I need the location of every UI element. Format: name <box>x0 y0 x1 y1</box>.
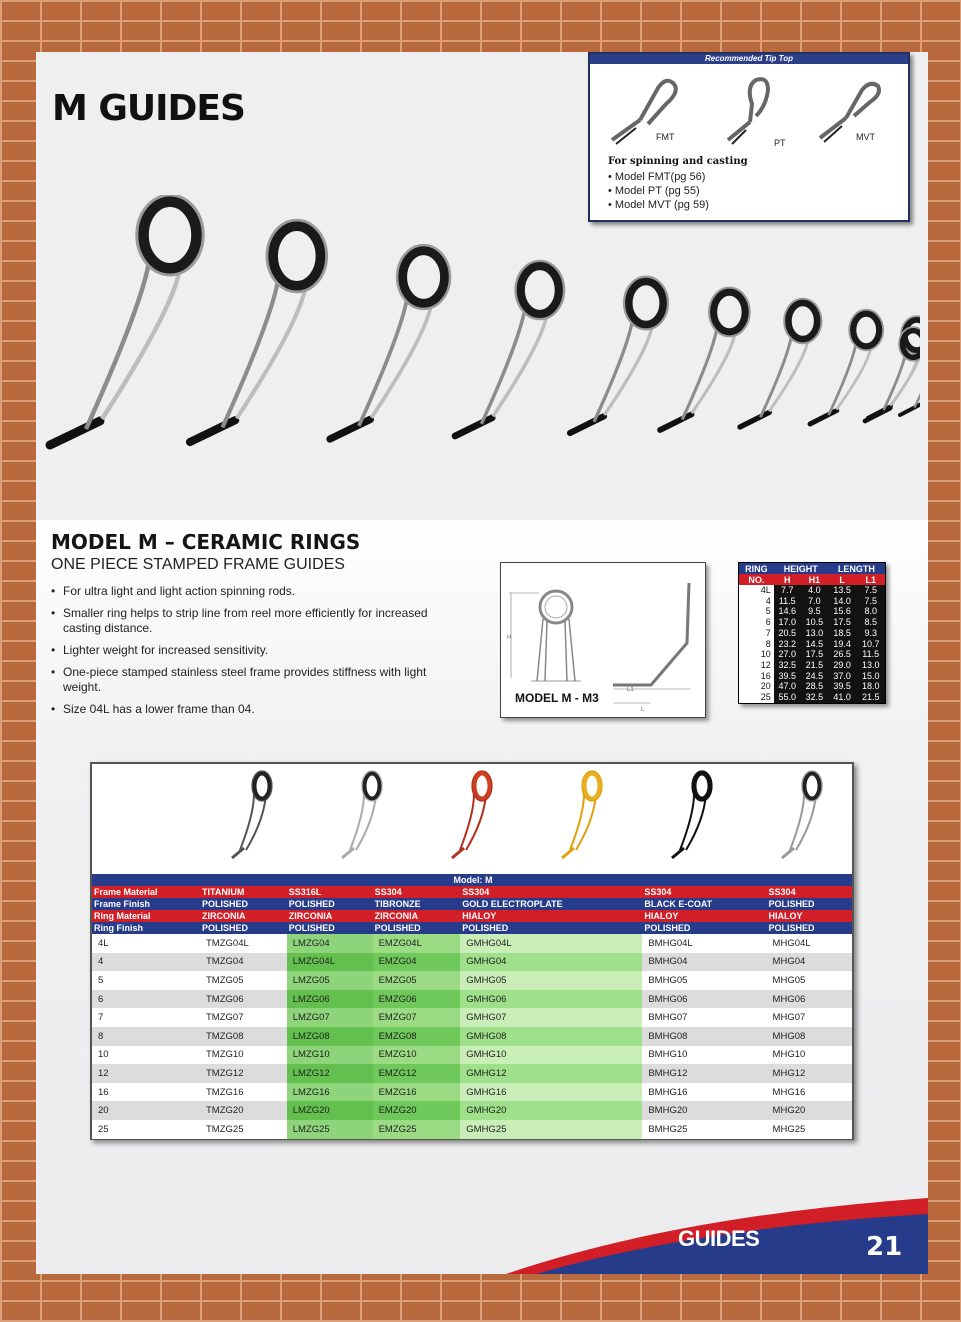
size-cell: 20 <box>92 1101 200 1120</box>
attribute-row <box>92 922 852 934</box>
part-number-cell: MHG16 <box>767 1083 852 1102</box>
section-subtitle: ONE PIECE STAMPED FRAME GUIDES <box>51 556 345 573</box>
dim-sub-h: H <box>774 574 801 585</box>
tip-top-item: • Model PT (pg 55) <box>608 185 700 197</box>
part-number-cell: BMHG20 <box>642 1101 766 1120</box>
dim-value: 27.0 <box>778 649 797 660</box>
part-number-cell: TMZG16 <box>200 1083 287 1102</box>
dim-sub-l1: L1 <box>856 574 885 585</box>
dim-value: 4.0 <box>808 585 821 595</box>
part-number-cell: BMHG25 <box>642 1120 766 1139</box>
feature-item: • Lighter weight for increased sensitivity. <box>51 643 451 658</box>
part-number-cell: GMHG06 <box>460 990 642 1009</box>
feature-item: • Size 04L has a lower frame than 04. <box>51 702 451 717</box>
dim-value: 14.6 <box>778 606 797 617</box>
dim-sub-no: NO. <box>739 574 774 585</box>
dim-value: 32.5 <box>805 692 824 703</box>
part-number-cell: GMHG16 <box>460 1083 642 1102</box>
guide-ring-icon <box>50 195 203 445</box>
table-row <box>92 1008 852 1027</box>
part-number-cell: MHG04L <box>767 934 852 953</box>
size-cell: 25 <box>92 1120 200 1139</box>
part-number-cell: EMZG04L <box>373 934 461 953</box>
part-number-cell: EMZG06 <box>373 990 461 1009</box>
dimension-diagram <box>500 562 706 718</box>
part-number-cell: GMHG10 <box>460 1046 642 1065</box>
part-number-cell: LMZG10 <box>287 1046 373 1065</box>
table-row <box>92 953 852 972</box>
size-cell: 7 <box>92 1008 200 1027</box>
part-number-cell: EMZG07 <box>373 1008 461 1027</box>
dim-row <box>739 649 885 660</box>
part-number-cell: TMZG10 <box>200 1046 287 1065</box>
dim-value: 41.0 <box>833 692 851 703</box>
svg-text:H: H <box>507 635 512 641</box>
part-number-cell: MHG12 <box>767 1064 852 1083</box>
dim-value: 17.5 <box>805 649 824 660</box>
dim-value: 8.0 <box>864 606 877 617</box>
dim-value: 13.0 <box>861 659 880 670</box>
tip-label-mvt: MVT <box>856 132 875 142</box>
dim-ring-no: 25 <box>739 692 774 703</box>
guide-ring-icon <box>570 277 668 433</box>
part-number-cell: EMZG16 <box>373 1083 461 1102</box>
attribute-row <box>92 910 852 922</box>
part-number-cell: GMHG04L <box>460 934 642 953</box>
guide-ring-icon <box>740 299 821 427</box>
part-number-cell: TMZG04 <box>200 953 287 972</box>
dim-row <box>739 660 885 671</box>
part-number-cell: LMZG06 <box>287 990 373 1009</box>
dim-value: 55.0 <box>778 692 797 703</box>
table-row <box>92 1101 852 1120</box>
table-row <box>92 934 852 953</box>
dim-value: 8.5 <box>864 617 877 628</box>
attribute-value: TITANIUM <box>200 886 287 898</box>
dim-row <box>739 596 885 607</box>
dim-value: 9.3 <box>864 627 877 638</box>
attribute-value: POLISHED <box>460 922 642 934</box>
part-number-cell: LMZG08 <box>287 1027 373 1046</box>
attribute-value: HIALOY <box>460 910 642 922</box>
attribute-value: POLISHED <box>767 922 852 934</box>
dim-row <box>739 671 885 682</box>
part-number-cell: BMHG04 <box>642 953 766 972</box>
dim-value: 13.5 <box>833 585 851 595</box>
guide-ring-icon <box>782 771 822 858</box>
dim-row <box>739 617 885 628</box>
tip-top-header: Recommended Tip Top <box>590 54 908 64</box>
attribute-value: SS316L <box>287 886 373 898</box>
part-number-cell: BMHG12 <box>642 1064 766 1083</box>
part-number-cell: TMZG05 <box>200 971 287 990</box>
feature-list <box>51 584 451 724</box>
table-row <box>92 990 852 1009</box>
part-number-cell: GMHG25 <box>460 1120 642 1139</box>
dim-ring-no: 6 <box>739 617 774 628</box>
dim-header-ring: RING <box>739 563 774 574</box>
dim-value: 10.5 <box>805 617 824 628</box>
attribute-value: ZIRCONIA <box>200 910 287 922</box>
dim-value: 11.5 <box>778 595 796 606</box>
size-cell: 6 <box>92 990 200 1009</box>
dim-value: 14.0 <box>833 595 851 606</box>
part-number-cell: MHG05 <box>767 971 852 990</box>
attribute-value: ZIRCONIA <box>373 910 461 922</box>
size-cell: 4L <box>92 934 200 953</box>
dim-value: 19.4 <box>833 638 851 649</box>
dim-ring-no: 16 <box>739 671 774 682</box>
dim-value: 15.0 <box>861 670 880 681</box>
model-label: Model: M <box>92 874 852 886</box>
attribute-value: GOLD ELECTROPLATE <box>460 898 642 910</box>
guide-ring-icon <box>455 261 564 436</box>
tip-top-item: • Model FMT(pg 56) <box>608 171 706 183</box>
dim-row <box>739 585 885 596</box>
dim-value: 39.5 <box>833 681 851 692</box>
attribute-row <box>92 898 852 910</box>
part-number-cell: MHG07 <box>767 1008 852 1027</box>
attribute-name: Frame Material <box>92 886 200 898</box>
dim-value: 28.5 <box>805 681 824 692</box>
tip-top-box <box>588 52 910 222</box>
page-title: M GUIDES <box>52 88 245 129</box>
size-cell: 16 <box>92 1083 200 1102</box>
tip-top-list <box>608 170 709 212</box>
part-number-cell: MHG06 <box>767 990 852 1009</box>
part-number-cell: LMZG05 <box>287 971 373 990</box>
footer-label: GUIDES <box>678 1226 760 1251</box>
diagram-label: MODEL M - M3 <box>515 691 599 705</box>
part-number-cell: LMZG12 <box>287 1064 373 1083</box>
part-number-cell: LMZG07 <box>287 1008 373 1027</box>
part-number-cell: MHG08 <box>767 1027 852 1046</box>
part-number-cell: TMZG12 <box>200 1064 287 1083</box>
model-table <box>90 762 854 1140</box>
dim-ring-no: 8 <box>739 639 774 650</box>
attribute-value: HIALOY <box>642 910 766 922</box>
dim-ring-no: 7 <box>739 628 774 639</box>
dim-value: 18.0 <box>861 681 880 692</box>
part-number-cell: TMZG06 <box>200 990 287 1009</box>
tip-top-item: • Model MVT (pg 59) <box>608 199 709 211</box>
dim-ring-no: 4L <box>739 585 774 596</box>
dim-value: 14.5 <box>805 638 824 649</box>
dim-value: 17.5 <box>833 617 851 628</box>
part-number-cell: EMZG25 <box>373 1120 461 1139</box>
dim-sub-l: L <box>828 574 857 585</box>
catalog-page <box>36 52 928 1274</box>
dim-value: 7.0 <box>808 595 821 606</box>
part-number-cell: EMZG12 <box>373 1064 461 1083</box>
part-number-cell: BMHG08 <box>642 1027 766 1046</box>
dim-value: 7.7 <box>781 585 794 595</box>
size-cell: 8 <box>92 1027 200 1046</box>
dim-value: 20.5 <box>778 627 797 638</box>
feature-item: • Smaller ring helps to strip line from reel more efficiently for increased casting distance. <box>51 606 451 636</box>
dim-value: 11.5 <box>862 649 880 660</box>
dim-value: 17.0 <box>778 617 797 628</box>
tip-top-subtitle: For spinning and casting <box>608 156 748 167</box>
dim-value: 32.5 <box>778 659 797 670</box>
dim-value: 10.7 <box>861 638 880 649</box>
guide-ring-icon <box>672 771 712 858</box>
dim-ring-no: 20 <box>739 681 774 692</box>
part-number-cell: TMZG07 <box>200 1008 287 1027</box>
dim-row <box>739 692 885 703</box>
dim-ring-no: 12 <box>739 660 774 671</box>
dim-row <box>739 639 885 650</box>
size-cell: 12 <box>92 1064 200 1083</box>
size-cell: 4 <box>92 953 200 972</box>
dim-value: 15.6 <box>833 606 851 617</box>
footer-band <box>36 1192 928 1274</box>
dim-row <box>739 681 885 692</box>
attribute-value: SS304 <box>642 886 766 898</box>
dim-value: 26.5 <box>833 649 851 660</box>
finish-variants <box>92 764 852 872</box>
part-number-cell: GMHG07 <box>460 1008 642 1027</box>
guide-ring-icon <box>562 771 602 858</box>
section-title: MODEL M – CERAMIC RINGS <box>51 530 361 554</box>
attribute-value: POLISHED <box>200 922 287 934</box>
part-number-cell: EMZG08 <box>373 1027 461 1046</box>
attribute-value: POLISHED <box>642 922 766 934</box>
part-number-cell: LMZG04L <box>287 953 373 972</box>
dim-value: 9.5 <box>808 606 821 617</box>
tip-label-pt: PT <box>774 138 786 148</box>
part-number-cell: EMZG05 <box>373 971 461 990</box>
dim-ring-no: 10 <box>739 649 774 660</box>
dim-header-height: HEIGHT <box>774 563 828 574</box>
attribute-name: Ring Material <box>92 910 200 922</box>
part-number-cell: MHG04 <box>767 953 852 972</box>
guide-ring-icon <box>342 771 382 858</box>
part-number-cell: EMZG20 <box>373 1101 461 1120</box>
attribute-value: ZIRCONIA <box>287 910 373 922</box>
dim-ring-no: 5 <box>739 606 774 617</box>
part-number-cell: LMZG25 <box>287 1120 373 1139</box>
part-number-cell: BMHG10 <box>642 1046 766 1065</box>
attribute-value: POLISHED <box>200 898 287 910</box>
attribute-value: SS304 <box>767 886 852 898</box>
part-number-cell: BMHG05 <box>642 971 766 990</box>
attribute-value: POLISHED <box>767 898 852 910</box>
dim-value: 21.5 <box>861 692 880 703</box>
guide-ring-icon <box>190 220 327 442</box>
part-number-cell: TMZG25 <box>200 1120 287 1139</box>
dim-value: 7.5 <box>864 585 877 595</box>
part-number-cell: BMHG04L <box>642 934 766 953</box>
table-row <box>92 1064 852 1083</box>
attribute-value: TIBRONZE <box>373 898 461 910</box>
part-number-cell: TMZG20 <box>200 1101 287 1120</box>
dimension-table <box>738 562 886 704</box>
attribute-row <box>92 886 852 898</box>
guide-ring-icon <box>452 771 492 858</box>
attribute-value: HIALOY <box>767 910 852 922</box>
attribute-value: POLISHED <box>373 922 461 934</box>
table-row <box>92 1120 852 1139</box>
dim-value: 24.5 <box>805 670 824 681</box>
feature-item: • For ultra light and light action spinning rods. <box>51 584 451 599</box>
dim-value: 39.5 <box>778 670 797 681</box>
guide-size-row <box>40 195 920 465</box>
attribute-name: Frame Finish <box>92 898 200 910</box>
tip-top-icon <box>600 68 900 158</box>
attribute-value: POLISHED <box>287 898 373 910</box>
attribute-value: POLISHED <box>287 922 373 934</box>
part-number-cell: LMZG16 <box>287 1083 373 1102</box>
part-number-cell: BMHG16 <box>642 1083 766 1102</box>
attribute-name: Ring Finish <box>92 922 200 934</box>
part-number-cell: TMZG04L <box>200 934 287 953</box>
attribute-value: SS304 <box>373 886 461 898</box>
guide-ring-icon <box>330 245 450 439</box>
part-number-cell: EMZG10 <box>373 1046 461 1065</box>
dim-header-length: LENGTH <box>828 563 885 574</box>
part-number-cell: TMZG08 <box>200 1027 287 1046</box>
part-number-cell: GMHG12 <box>460 1064 642 1083</box>
dim-ring-no: 4 <box>739 596 774 607</box>
part-number-cell: BMHG07 <box>642 1008 766 1027</box>
part-number-cell: MHG25 <box>767 1120 852 1139</box>
table-row <box>92 1027 852 1046</box>
dim-value: 23.2 <box>778 638 797 649</box>
dim-value: 7.5 <box>864 595 877 606</box>
feature-item: • One-piece stamped stainless steel frame provides stiffness with light weight. <box>51 665 451 695</box>
table-row <box>92 1046 852 1065</box>
dim-value: 13.0 <box>805 627 824 638</box>
dim-value: 21.5 <box>805 659 824 670</box>
part-number-cell: LMZG20 <box>287 1101 373 1120</box>
guide-ring-icon <box>232 771 272 858</box>
attribute-value: BLACK E-COAT <box>642 898 766 910</box>
part-number-cell: GMHG08 <box>460 1027 642 1046</box>
part-number-cell: GMHG20 <box>460 1101 642 1120</box>
page-number: 21 <box>866 1232 903 1262</box>
dim-value: 47.0 <box>778 681 797 692</box>
dim-value: 37.0 <box>833 670 851 681</box>
part-number-cell: GMHG05 <box>460 971 642 990</box>
size-cell: 5 <box>92 971 200 990</box>
table-row <box>92 1083 852 1102</box>
tip-label-fmt: FMT <box>656 132 675 142</box>
part-number-cell: BMHG06 <box>642 990 766 1009</box>
part-number-cell: LMZG04 <box>287 934 373 953</box>
dim-value: 29.0 <box>833 659 851 670</box>
part-number-cell: GMHG04 <box>460 953 642 972</box>
size-cell: 10 <box>92 1046 200 1065</box>
attribute-value: SS304 <box>460 886 642 898</box>
part-number-cell: MHG10 <box>767 1046 852 1065</box>
dim-value: 18.5 <box>833 627 851 638</box>
dim-row <box>739 628 885 639</box>
guide-ring-icon <box>660 288 750 430</box>
part-number-cell: MHG20 <box>767 1101 852 1120</box>
dim-row <box>739 606 885 617</box>
table-row <box>92 971 852 990</box>
svg-text:L: L <box>641 707 645 713</box>
svg-text:L1: L1 <box>627 687 634 693</box>
dim-sub-h1: H1 <box>801 574 828 585</box>
part-number-cell: EMZG04 <box>373 953 461 972</box>
